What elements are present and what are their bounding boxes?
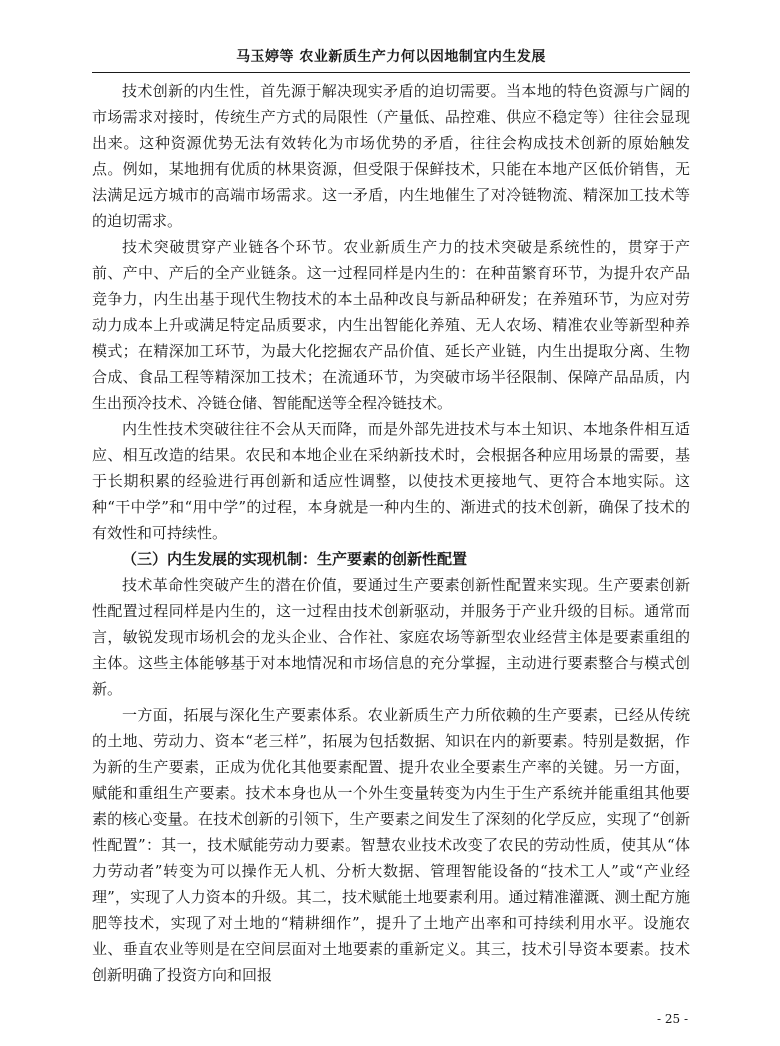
page-number: - 25 - bbox=[656, 1012, 688, 1026]
paragraph-1: 技术创新的内生性，首先源于解决现实矛盾的迫切需要。当本地的特色资源与广阔的市场需求对接时，传统生产方式的局限性（产量低、品控难、供应不稳定等）往往会显现出来。这种资源优势无法有效转化为市场优势的矛盾，往往会构成技术创新的原始触发点。例如，某地拥有优质的林果资源，但受限于保鲜技术，只能在本地产区低价销售，无法满足远方城市的高端市场需求。这一矛盾，内生地催生了对冷链物流、精深加工技术等的迫切需求。 bbox=[92, 82, 690, 230]
header-rule bbox=[92, 72, 690, 73]
paragraph-2: 技术突破贯穿产业链各个环节。农业新质生产力的技术突破是系统性的，贯穿于产前、产中、产后的全产业链条。这一过程同样是内生的：在种苗繁育环节，为提升农产品竞争力，内生出基于现代生物技术的本土品种改良与新品种研发；在养殖环节，为应对劳动力成本上升或满足特定品质要求，内生出智能化养殖、无人农场、精准农业等新型种养模式；在精深加工环节，为最大化挖掘农产品价值、延长产业链，内生出提取分离、生物合成、食品工程等精深加工技术；在流通环节，为突破市场半径限制、保障产品品质，内生出预冷技术、冷链仓储、智能配送等全程冷链技术。 bbox=[92, 238, 690, 412]
paragraph-4: 技术革命性突破产生的潜在价值，要通过生产要素创新性配置来实现。生产要素创新性配置过程同样是内生的，这一过程由技术创新驱动，并服务于产业升级的目标。通常而言，敏锐发现市场机会的龙头企业、合作社、家庭农场等新型农业经营主体是要素重组的主体。这些主体能够基于对本地情况和市场信息的充分掌握，主动进行要素整合与模式创新。 bbox=[92, 576, 690, 698]
paragraph-3: 内生性技术突破往往不会从天而降，而是外部先进技术与本土知识、本地条件相互适应、相互改造的结果。农民和本地企业在采纳新技术时，会根据各种应用场景的需要，基于长期积累的经验进行再创新和适应性调整，以使技术更接地气、更符合本地实际。这种“干中学”和“用中学”的过程，本身就是一种内生的、渐进式的技术创新，确保了技术的有效性和可持续性。 bbox=[92, 420, 690, 542]
paragraph-5: 一方面，拓展与深化生产要素体系。农业新质生产力所依赖的生产要素，已经从传统的土地、劳动力、资本“老三样”，拓展为包括数据、知识在内的新要素。特别是数据，作为新的生产要素，正成为优化其他要素配置、提升农业全要素生产率的关键。另一方面，赋能和重组生产要素。技术本身也从一个外生变量转变为内生于生产系统并能重组其他要素的核心变量。在技术创新的引领下，生产要素之间发生了深刻的化学反应，实现了“创新性配置”：其一，技术赋能劳动力要素。智慧农业技术改变了农民的劳动性质，使其从“体力劳动者”转变为可以操作无人机、分析大数据、管理智能设备的“技术工人”或“产业经理”，实现了人力资本的升级。其二，技术赋能土地要素利用。通过精准灌溉、测土配方施肥等技术，实现了对土地的“精耕细作”，提升了土地产出率和可持续利用水平。设施农业、垂直农业等则是在空间层面对土地要素的重新定义。其三，技术引导资本要素。技术创新明确了投资方向和回报 bbox=[92, 706, 690, 984]
section-heading: （三）内生发展的实现机制：生产要素的创新性配置 bbox=[122, 550, 468, 568]
page-body bbox=[92, 78, 690, 988]
running-header: 马玉婷等 农业新质生产力何以因地制宜内生发展 bbox=[236, 49, 546, 65]
